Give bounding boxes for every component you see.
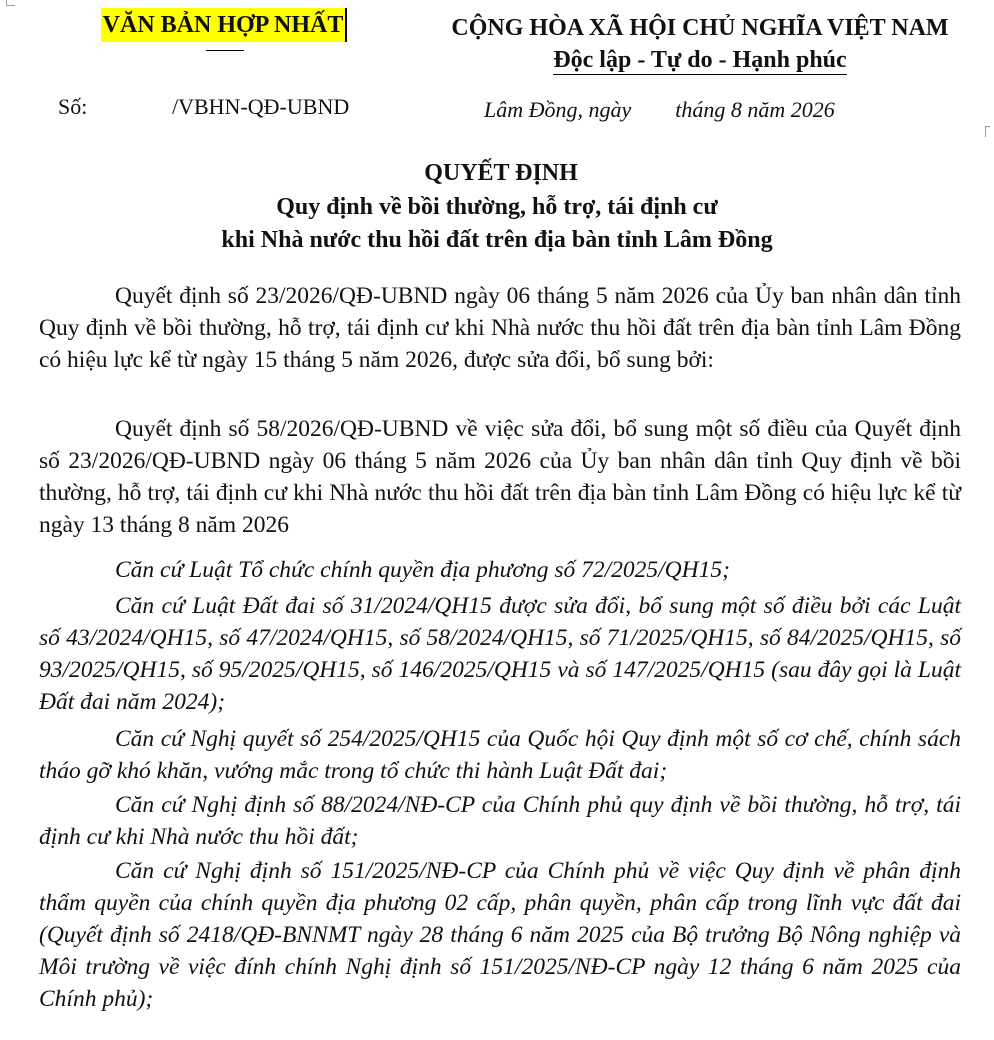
body-paragraph: Quyết định số 58/2026/QĐ-UBND về việc sửa đổi, bổ sung một số điều của Quyết định số 23/2026/QĐ-UBND ngày 06 tháng 5 năm 2026 của Ủy ban nhân dân tỉnh Quy định về bồi thường, hỗ trợ, tái định cư khi Nhà nước thu hồi đất trên địa bàn tỉnh Lâm Đồng có hiệu lực kể từ ngày 13 tháng 8 năm 2026	[39, 416, 961, 538]
legal-basis-paragraph: Căn cứ Luật Đất đai số 31/2024/QH15 được sửa đổi, bổ sung một số điều bởi các Luật số 43/2024/QH15, số 47/2024/QH15, số 58/2024/QH15, số 71/2025/QH15, số 84/2025/QH15, số 93/2025/QH15, số 95/2025/QH15, số 146/2025/QH15 và số 147/2025/QH15 (sau đây gọi là Luật Đất đai năm 2024);	[39, 593, 961, 715]
motto-text: Độc lập - Tự do - Hạnh phúc	[553, 47, 847, 73]
national-title: CỘNG HÒA XÃ HỘI CHỦ NGHĨA VIỆT NAM	[451, 15, 949, 41]
document-number: /VBHN-QĐ-UBND	[172, 94, 350, 119]
national-motto	[420, 45, 980, 75]
margin-mark	[985, 126, 990, 137]
legal-basis-paragraph: Căn cứ Nghị định số 88/2024/NĐ-CP của Chính phủ quy định về bồi thường, hỗ trợ, tái định cư khi Nhà nước thu hồi đất;	[39, 792, 961, 850]
decision-subtitle-line-1: Quy định về bồi thường, hỗ trợ, tái định cư	[276, 194, 718, 220]
decision-subtitle-line-2: khi Nhà nước thu hồi đất trên địa bàn tỉnh Lâm Đồng	[221, 227, 773, 253]
consolidated-document-badge[interactable]: VĂN BẢN HỢP NHẤT	[101, 8, 348, 42]
page-corner-mark	[6, 0, 15, 6]
decision-title: QUYẾT ĐỊNH	[424, 160, 578, 186]
legal-basis-paragraph: Căn cứ Nghị quyết số 254/2025/QH15 của Quốc hội Quy định một số cơ chế, chính sách tháo gỡ khó khăn, vướng mắc trong tổ chức thi hành Luật Đất đai;	[39, 726, 961, 784]
header-divider	[206, 50, 244, 51]
document-number-label: Số:	[58, 94, 88, 119]
legal-basis-paragraph: Căn cứ Luật Tổ chức chính quyền địa phương số 72/2025/QH15;	[115, 557, 730, 583]
legal-basis-paragraph: Căn cứ Nghị định số 151/2025/NĐ-CP của Chính phủ về việc Quy định về phân định thẩm quyền của chính quyền địa phương 02 cấp, phân quyền, phân cấp trong lĩnh vực đất đai (Quyết định số 2418/QĐ-BNNMT ngày 28 tháng 6 năm 2025 của Bộ trưởng Bộ Nông nghiệp và Môi trường về việc đính chính Nghị định số 151/2025/NĐ-CP ngày 12 tháng 6 năm 2025 của Chính phủ);	[39, 858, 961, 1012]
place-and-date: Lâm Đồng, ngày tháng 8 năm 2026	[484, 97, 835, 122]
document-type-header	[89, 8, 359, 42]
body-paragraph: Quyết định số 23/2026/QĐ-UBND ngày 06 tháng 5 năm 2026 của Ủy ban nhân dân tỉnh Quy định về bồi thường, hỗ trợ, tái định cư khi Nhà nước thu hồi đất trên địa bàn tỉnh Lâm Đồng có hiệu lực kể từ ngày 15 tháng 5 năm 2026, được sửa đổi, bổ sung bởi:	[39, 283, 961, 373]
cut-off-next-line	[40, 1014, 960, 1022]
